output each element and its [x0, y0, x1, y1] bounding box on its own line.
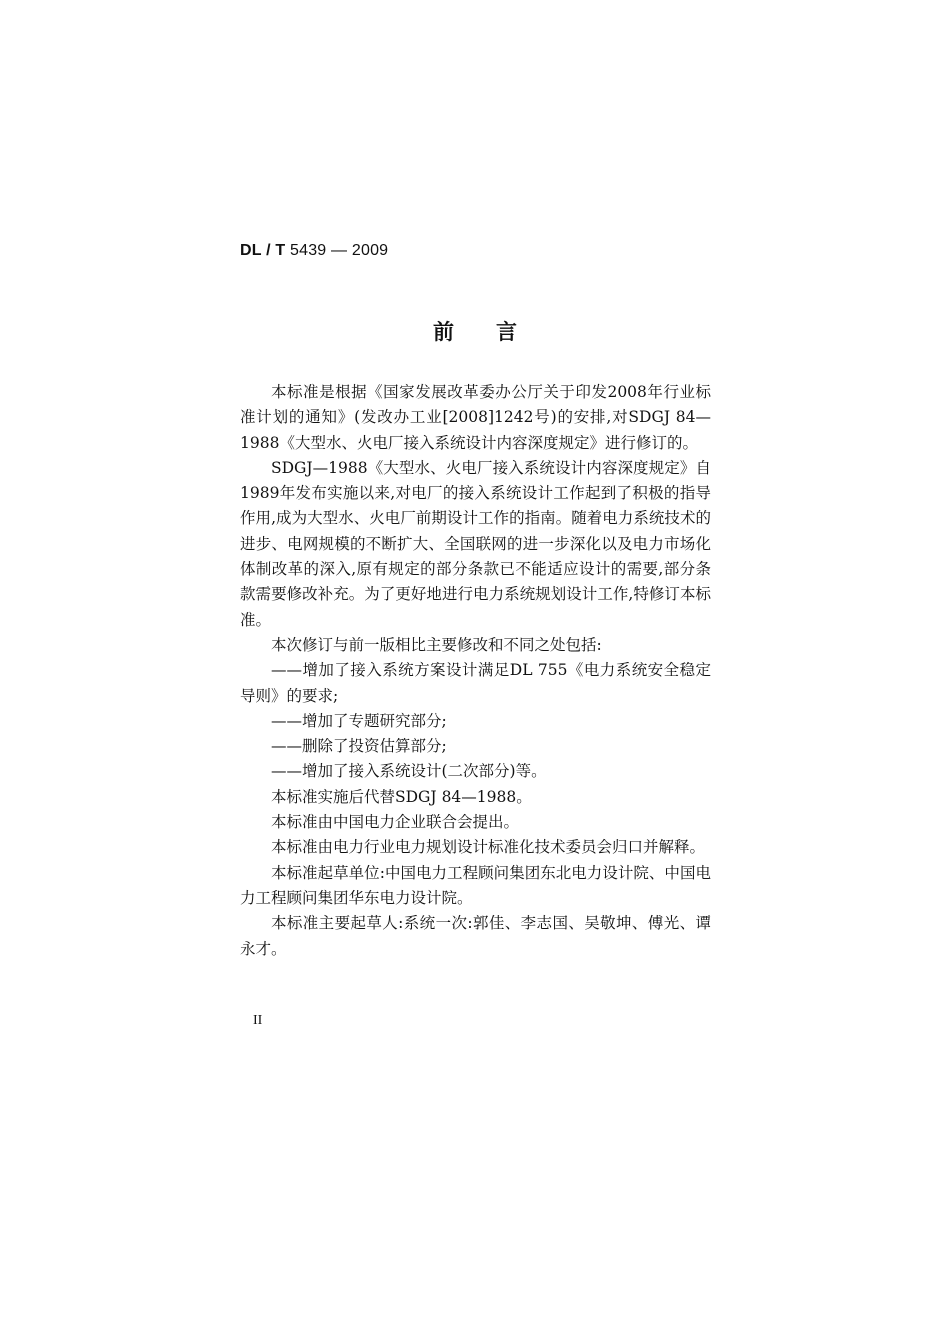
- paragraph-background: SDGJ—1988《大型水、火电厂接入系统设计内容深度规定》自1989年发布实施以来,对电厂的接入系统设计工作起到了积极的指导作用,成为大型水、火电厂前期设计工作的指南。随着电力系统技术的进步、电网规模的不断扩大、全国联网的进一步深化以及电力市场化体制改革的深入,原有规定的部分条款已不能适应设计的需要,部分条款需要修改补充。为了更好地进行电力系统规划设计工作,特修订本标准。: [240, 458, 711, 629]
- change-item-stability: ——增加了接入系统方案设计满足DL 755《电力系统安全稳定导则》的要求;: [240, 661, 711, 705]
- standard-code-number: 5439 — 2009: [285, 242, 389, 259]
- page-title: 前言: [433, 320, 559, 344]
- paragraph-interpretation: 本标准由电力行业电力规划设计标准化技术委员会归口并解释。: [271, 838, 706, 857]
- paragraph-origin: 本标准是根据《国家发展改革委办公厅关于印发2008年行业标准计划的通知》(发改办工业[2008]1242号)的安排,对SDGJ 84—1988《大型水、火电厂接入系统设计内容深度规定》进行修订的。: [240, 383, 711, 452]
- paragraph-changes-intro: 本次修订与前一版相比主要修改和不同之处包括:: [271, 635, 602, 654]
- page-number: II: [253, 1013, 263, 1028]
- standard-code: [240, 242, 388, 260]
- change-item-investment: ——删除了投资估算部分;: [271, 737, 447, 756]
- body-text: [240, 380, 711, 962]
- change-item-research: ——增加了专题研究部分;: [271, 711, 447, 730]
- paragraph-drafters: 本标准主要起草人:系统一次:郭佳、李志国、吴敬坤、傅光、谭永才。: [240, 914, 711, 958]
- paragraph-drafting-units: 本标准起草单位:中国电力工程顾问集团东北电力设计院、中国电力工程顾问集团华东电力设计院。: [240, 863, 711, 907]
- change-item-secondary: ——增加了接入系统设计(二次部分)等。: [271, 762, 547, 781]
- paragraph-replaces: 本标准实施后代替SDGJ 84—1988。: [271, 787, 532, 806]
- standard-code-prefix: DL / T: [240, 242, 286, 259]
- paragraph-proposer: 本标准由中国电力企业联合会提出。: [271, 813, 520, 832]
